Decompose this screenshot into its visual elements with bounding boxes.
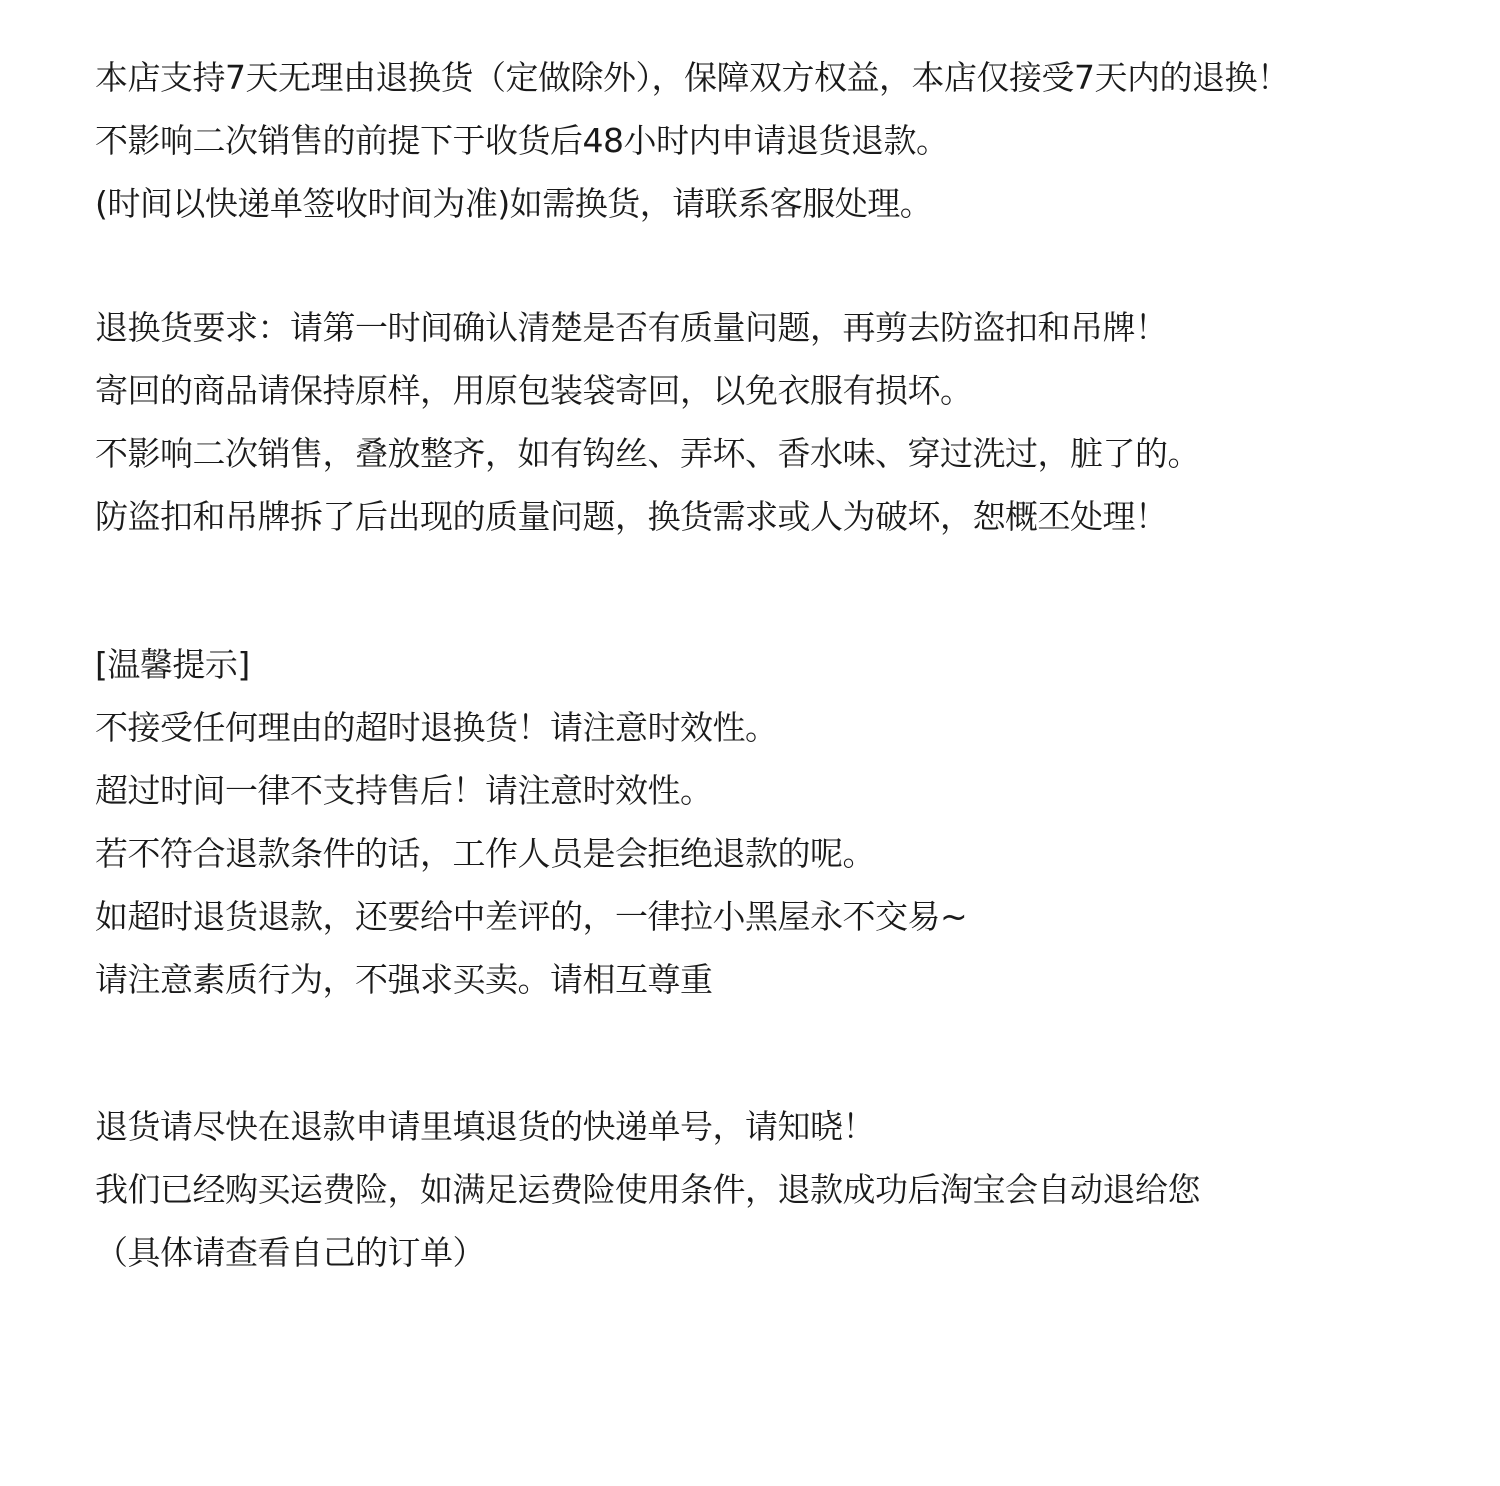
return-note-line: （具体请查看自己的订单）	[95, 1233, 485, 1272]
policy-line: 本店支持7天无理由退换货（定做除外），保障双方权益，本店仅接受7天内的退换！	[95, 58, 1290, 97]
return-note-line: 退货请尽快在退款申请里填退货的快递单号，请知晓！	[95, 1107, 875, 1146]
warm-tips-section	[95, 633, 1475, 1011]
requirement-line: 退换货要求：请第一时间确认清楚是否有质量问题，再剪去防盗扣和吊牌！	[95, 308, 1168, 347]
requirement-line: 不影响二次销售，叠放整齐，如有钩丝、弄坏、香水味、穿过洗过，脏了的。	[95, 434, 1200, 473]
requirement-line: 寄回的商品请保持原样，用原包装袋寄回，以免衣服有损坏。	[95, 371, 973, 410]
policy-line: 不影响二次销售的前提下于收货后48小时内申请退货退款。	[95, 121, 949, 160]
return-note-line: 我们已经购买运费险，如满足运费险使用条件，退款成功后淘宝会自动退给您	[95, 1170, 1200, 1209]
return-requirements-section	[95, 296, 1475, 548]
tips-heading: [温馨提示]	[95, 645, 250, 684]
return-shipping-notes-section	[95, 1095, 1475, 1284]
tip-line: 请注意素质行为，不强求买卖。请相互尊重	[95, 960, 713, 999]
tip-line: 若不符合退款条件的话，工作人员是会拒绝退款的呢。	[95, 834, 875, 873]
tip-line: 如超时退货退款，还要给中差评的，一律拉小黑屋永不交易~	[95, 897, 968, 936]
tip-line: 超过时间一律不支持售后！请注意时效性。	[95, 771, 713, 810]
tip-line: 不接受任何理由的超时退换货！请注意时效性。	[95, 708, 778, 747]
policy-line: (时间以快递单签收时间为准)如需换货，请联系客服处理。	[95, 184, 933, 223]
return-policy-section	[95, 46, 1475, 235]
requirement-line: 防盗扣和吊牌拆了后出现的质量问题，换货需求或人为破坏，恕概丕处理！	[95, 497, 1168, 536]
